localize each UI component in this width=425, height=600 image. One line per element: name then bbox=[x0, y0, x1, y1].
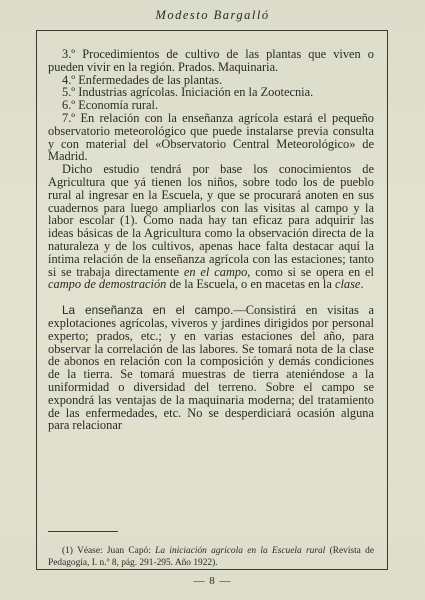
footnote-title: La iniciación agrícola en la Escuela rural bbox=[155, 546, 326, 557]
footnote-rule bbox=[48, 531, 118, 532]
text-run: de la Escuela, o en macetas en la bbox=[166, 277, 335, 292]
list-item: 6.º Economía rural. bbox=[62, 98, 159, 113]
text-run: Véase: Juan Capó: bbox=[72, 546, 156, 557]
text-run: , como si se opera en el bbox=[247, 264, 374, 279]
footnote-text bbox=[48, 546, 374, 569]
running-header bbox=[0, 8, 425, 23]
emphasis-text: campo de demostración bbox=[48, 277, 167, 292]
footnote bbox=[48, 537, 374, 579]
running-title: Modesto Bargalló bbox=[155, 8, 270, 22]
text-run: (Revista de Pedagogía, I. n.º 8, pág. 291-295. Año 1922). bbox=[48, 546, 375, 568]
page-number: — 8 — bbox=[193, 575, 232, 587]
emphasis-text: en el campo bbox=[183, 264, 248, 279]
text-run: Dicho estudio tendrá por base los conocimientos de Agricultura que yá tienen los niños, sobre todo los de pueblo rural al ingresar en la Escuela, y que se procurará anoten en sus cuadernos para luego ampliarlos con las visitas al campo y la labor escolar (1). Como nada hay tan eficaz para adquirir las ideas básicas de la Agricultura como la observación directa de la naturaleza y de los cultivos, apenas hace falta destacar aquí la íntima relación de la enseñanza agrícola con las estaciones; tanto si se trabaja directamente bbox=[48, 162, 374, 279]
list-item: 5.º Industrias agrícolas. Iniciación en la Zootecnia. bbox=[62, 85, 314, 100]
emphasis-text: clase bbox=[334, 277, 361, 292]
body-paragraph bbox=[48, 163, 374, 291]
section-text: —Consistirá en visitas a explotaciones agrícolas, viveros y jardines dirigidos por personal experto; prados, etc.; y en varias estaciones del año, para observar la correlación de las labores. Se tomará nota de la clase de abonos en relación con la composición y demás condiciones de la tierra. Se tomará muestras de tierra ateniéndose a la uniformidad o diversidad del terreno. Sobre el campo se expondrá las ventajas de la maquinaria moderna; del tratamiento de las enfermedades, etc. No se desperdiciará ocasión alguna para relacionar bbox=[48, 303, 374, 433]
section-heading: La enseñanza en el campo. bbox=[62, 303, 234, 318]
list-item: 3.º Procedimientos de cultivo de las plantas que viven o pueden vivir en la región. Prados. Maquinaria. bbox=[48, 47, 374, 74]
list-item: 4.º Enfermedades de las plantas. bbox=[62, 72, 223, 87]
footnote-marker: (1) bbox=[62, 546, 73, 557]
text-run: . bbox=[360, 277, 364, 292]
list-item: 7.º En relación con la enseñanza agrícola estará el pequeño observatorio meteorológico que puede instalarse previa consulta y con material del «Observatorio Central Meteorológico» de Madrid. bbox=[48, 110, 374, 164]
page-body bbox=[48, 48, 374, 432]
section-paragraph bbox=[48, 304, 374, 432]
